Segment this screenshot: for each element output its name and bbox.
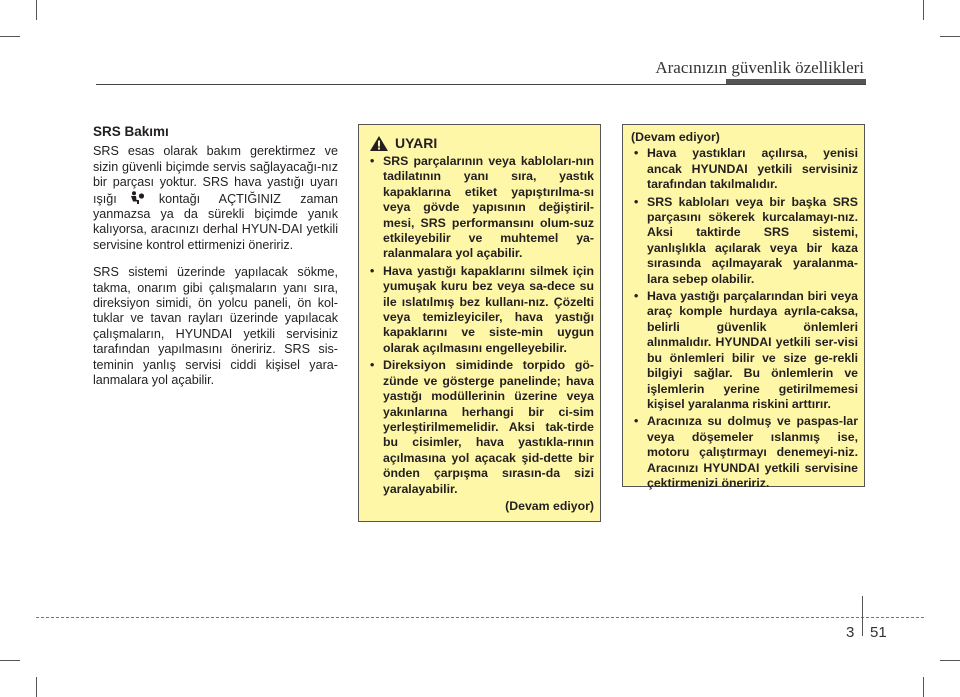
continued-label: (Devam ediyor) — [505, 498, 594, 513]
paragraph-1-part-b: kontağı AÇTIĞINIZ zaman yanmazsa ya da sürekli biçimde yanık kalıyorsa, aracınızı derhal HYUN-DAI yetkili servisine kontrol ettirmenizi öneririz. — [93, 191, 338, 252]
paragraph-2: SRS sistemi üzerinde yapılacak sökme, takma, onarım gibi çalışmaların yanı sıra, direksiyon simidi, ön yolcu paneli, ön kol-tuklar ve tavan rayları üzerinde yapılacak çalışmaların, HYUNDAI yetkili servisiniz tarafından yapılmasını öneririz. SRS sis-teminin yanlış servisi ciddi kişisel yara-lanmalara yol açabilir. — [93, 265, 338, 388]
list-item: • SRS parçalarının veya kabloları-nın tadilatının yanı sıra, yastık kapaklarına etiket yapıştırılma-sı veya gövde yapısının değiştiril-mesi, SRS performansını olum-suz etkileyebilir ve muhtemel ya-ralanmalara yol açabilir. — [367, 154, 594, 262]
list-item: • Hava yastığı parçalarından biri veya araç komple hurdaya ayrıla-caksa, belirli güvenlik önlemleri alınmalıdır. HYUNDAI yetkili ser-visi bu önlemleri bilir ve size ge-rekli bilgiyi sağlar. Bu önlemlerin ve işlemlerin yerine getirilmemesi kişisel yaralanma riskini arttırır. — [631, 289, 858, 412]
warning-box-continued — [622, 124, 865, 490]
paragraph-1-part-a: SRS esas olarak bakım gerektirmez ve sizin güvenli biçimde servis sağlayacağı-nız bir parçası yoktur. SRS hava yastığı uyarı ışığı — [93, 144, 338, 206]
warning-triangle-icon — [369, 135, 389, 152]
page-number-divider — [862, 596, 863, 636]
footer-rule — [36, 617, 924, 618]
list-item: • Direksiyon simidinde torpido gö-zünde ve gösterge panelinde; hava yastığı modüllerinin üzerine veya yakınlarına herhangi bir ci-sim yerleştirilmemelidir. Aksi tak-tirde bu cisimler, hava yastıkla-rının açılmasına yol açacak şid-dette bir önden çarpışma sırasın-da sizi yaralayabilir. — [367, 358, 594, 497]
section-heading: SRS Bakımı — [93, 124, 169, 139]
warning-box — [358, 124, 601, 522]
crop-mark — [940, 660, 960, 661]
warning-title: UYARI — [395, 134, 438, 151]
warning-list — [367, 154, 594, 497]
crop-mark — [36, 677, 37, 697]
paragraph-1 — [93, 144, 338, 253]
crop-mark — [0, 36, 20, 37]
chapter-number: 3 — [846, 624, 855, 641]
crop-mark — [36, 0, 37, 20]
srs-maintenance-section — [93, 124, 338, 401]
crop-mark — [0, 660, 20, 661]
warning-list — [631, 146, 858, 491]
list-item: • Hava yastığı kapaklarını silmek için yumuşak kuru bez veya sa-dece su ile ıslatılmış bez kullanı-nız. Çözelti veya temizleyiciler, hava yastığı kapaklarını ve siste-min uygun olarak açılmasını engelleyebilir. — [367, 264, 594, 356]
section-header-title: Aracınızın güvenlik özellikleri — [655, 58, 864, 77]
airbag-warning-light-icon — [127, 191, 145, 205]
warning-heading — [367, 135, 594, 152]
header-rule — [96, 84, 866, 85]
list-item: • Hava yastıkları açılırsa, yenisi ancak HYUNDAI yetkili servisiniz tarafından takılmalıdır. — [631, 146, 858, 192]
continued-label: (Devam ediyor) — [631, 130, 720, 144]
page-number: 51 — [870, 624, 887, 641]
crop-mark — [923, 677, 924, 697]
list-item: • SRS kabloları veya bir başka SRS parçasını sökerek kurcalamayı-nız. Aksi taktirde SRS sistemi, yanlışlıkla açılarak veya bir kaza sırasında açılmayarak yaralanma-lara sebep olabilir. — [631, 195, 858, 287]
crop-mark — [923, 0, 924, 20]
crop-mark — [940, 36, 960, 37]
list-item: • Aracınıza su dolmuş ve paspas-lar veya döşemeler ıslanmış ise, motoru çalıştırmayı denemeyi-niz. Aracınızı HYUNDAI yetkili servisine çektirmenizi öneririz. — [631, 414, 858, 491]
